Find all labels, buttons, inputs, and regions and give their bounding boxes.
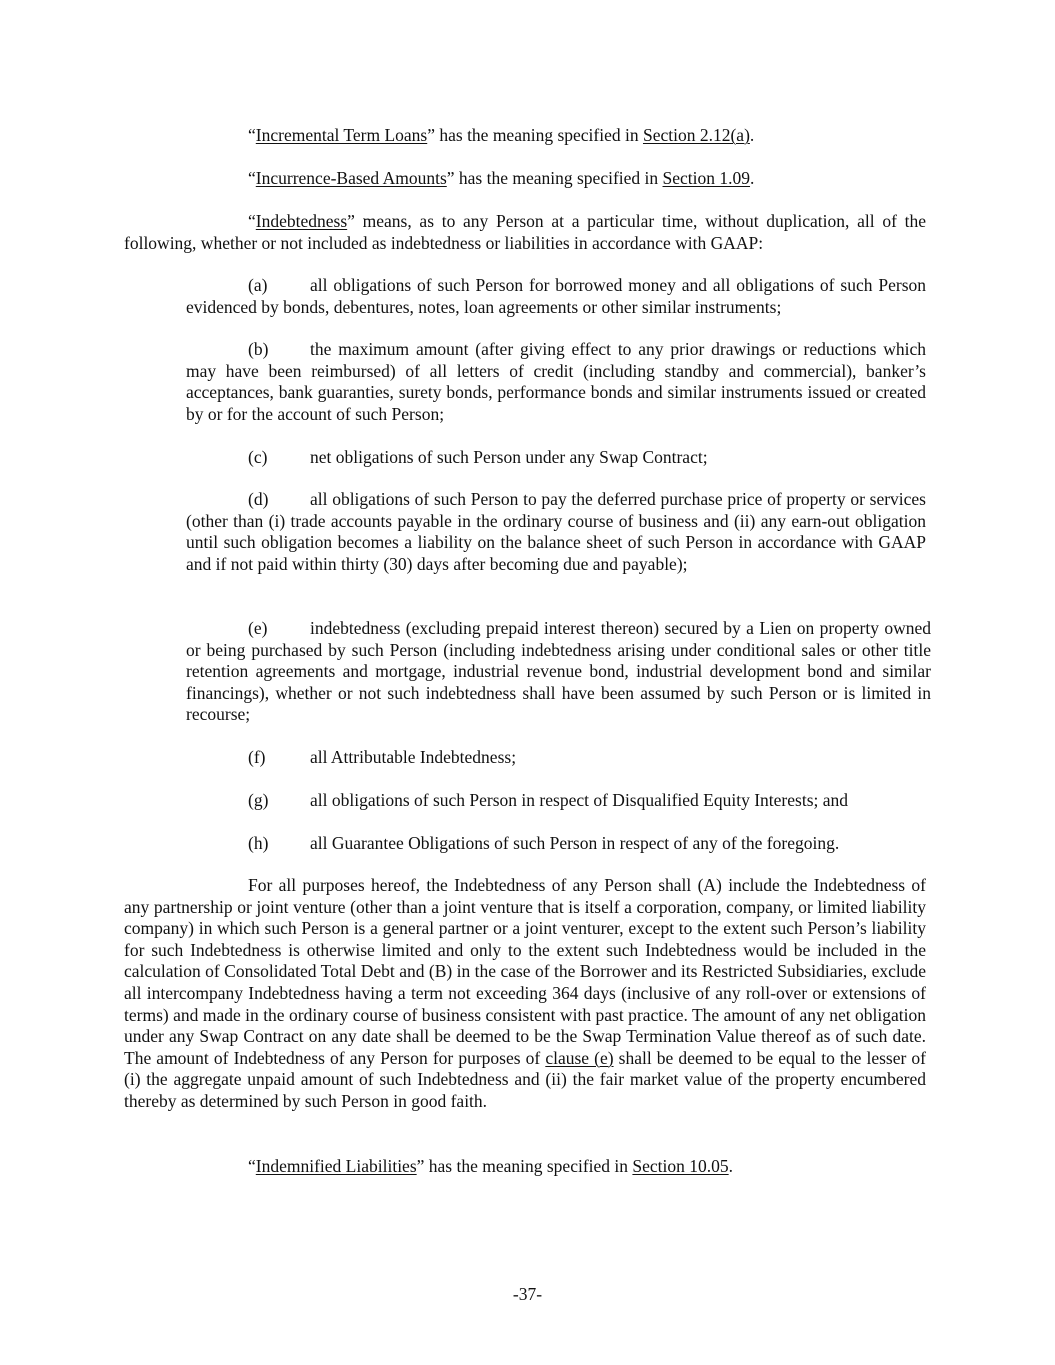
item-label: (g)	[248, 790, 269, 810]
item-text: all obligations of such Person in respect of Disqualified Equity Interests; and	[310, 790, 849, 810]
definition-incremental-term-loans	[248, 125, 948, 147]
paragraph-text: shall be deemed to be equal to the lesser of (i) the aggregate unpaid amount of such Indebtedness and (ii) the fair market value of the property encumbered thereby as determined by such Person in good faith.	[124, 1047, 926, 1111]
section-reference: Section 10.05	[632, 1156, 729, 1176]
item-label: (a)	[248, 275, 268, 295]
definition-incurrence-based-amounts	[248, 168, 948, 190]
indebtedness-item-c	[186, 447, 926, 469]
open-quote: “	[248, 168, 256, 188]
item-label: (d)	[248, 489, 269, 509]
period: .	[750, 168, 755, 188]
item-text: all Guarantee Obligations of such Person in respect of any of the foregoing.	[310, 833, 840, 853]
indebtedness-item-h	[186, 833, 926, 855]
item-text: indebtedness (excluding prepaid interest thereon) secured by a Lien on property owned or being purchased by such Person (including indebtedness arising under conditional sales or other title retention agreements and mortgage, industrial revenue bond, industrial development bond and similar financings), whether or not such indebtedness shall have been assumed by such Person or is limited in recourse;	[186, 618, 931, 725]
item-text: all Attributable Indebtedness;	[310, 747, 517, 767]
item-text: all obligations of such Person for borrowed money and all obligations of such Person evidenced by bonds, debentures, notes, loan agreements or other similar instruments;	[186, 275, 926, 317]
defined-term: Incurrence-Based Amounts	[255, 168, 447, 188]
item-label: (f)	[248, 747, 266, 767]
defined-term: Indemnified Liabilities	[255, 1156, 417, 1176]
period: .	[728, 1156, 734, 1176]
definition-indebtedness-intro	[124, 211, 926, 254]
section-reference: Section 2.12(a)	[642, 125, 750, 145]
open-quote: “	[248, 211, 256, 231]
item-label: (h)	[248, 833, 269, 853]
indebtedness-item-g	[186, 790, 926, 812]
period: .	[749, 125, 755, 145]
item-text: all obligations of such Person to pay the deferred purchase price of property or services (other than (i) trade accounts payable in the ordinary course of business and (ii) any earn-out obligation until such obligation becomes a liability on the balance sheet of such Person in accordance with GAAP and if not paid within thirty (30) days after becoming due and payable);	[186, 489, 926, 574]
item-text: net obligations of such Person under any Swap Contract;	[310, 447, 708, 467]
clause-reference: clause (e)	[545, 1047, 614, 1068]
indebtedness-item-d	[186, 489, 926, 575]
open-quote: “	[248, 1156, 256, 1176]
definition-text: ” means, as to any Person at a particular time, without duplication, all of the following, whether or not included as indebtedness or liabilities in accordance with GAAP:	[124, 211, 926, 253]
section-reference: Section 1.09	[662, 168, 751, 188]
definition-indemnified-liabilities	[248, 1156, 948, 1178]
open-quote: “	[248, 125, 256, 145]
item-label: (e)	[248, 618, 268, 638]
defined-term: Indebtedness	[255, 211, 348, 231]
indebtedness-item-b	[186, 339, 926, 425]
definition-text: ” has the meaning specified in	[427, 125, 643, 145]
item-label: (c)	[248, 447, 268, 467]
indebtedness-item-e	[186, 618, 931, 726]
item-text: the maximum amount (after giving effect to any prior drawings or reductions which may have been reimbursed) of all letters of credit (including standby and commercial), banker’s acceptances, bank guaranties, surety bonds, performance bonds and similar instruments issued or created by or for the account of such Person;	[186, 339, 926, 424]
indebtedness-closing-paragraph	[124, 875, 926, 1113]
defined-term: Incremental Term Loans	[255, 125, 428, 145]
indebtedness-item-f	[186, 747, 926, 769]
paragraph-text: For all purposes hereof, the Indebtedness of any Person shall (A) include the Indebtedness of any partnership or joint venture (other than a joint venture that is itself a corporation, company, or limited liability company) in which such Person is a general partner or a joint venturer, except to the extent such Person’s liability for such Indebtedness is otherwise limited and only to the extent such Indebtedness would be included in the calculation of Consolidated Total Debt and (B) in the case of the Borrower and its Restricted Subsidiaries, exclude all intercompany Indebtedness having a term not exceeding 364 days (inclusive of any roll-over or extensions of terms) and made in the ordinary course of business consistent with past practice. The amount of any net obligation under any Swap Contract on any date shall be deemed to be the Swap Termination Value thereof as of such date. The amount of Indebtedness of any Person for purposes of	[124, 875, 926, 1068]
item-label: (b)	[248, 339, 269, 359]
definition-text: ” has the meaning specified in	[416, 1156, 633, 1176]
page-number: -37-	[512, 1284, 543, 1304]
indebtedness-item-a	[186, 275, 926, 318]
definition-text: ” has the meaning specified in	[446, 168, 663, 188]
